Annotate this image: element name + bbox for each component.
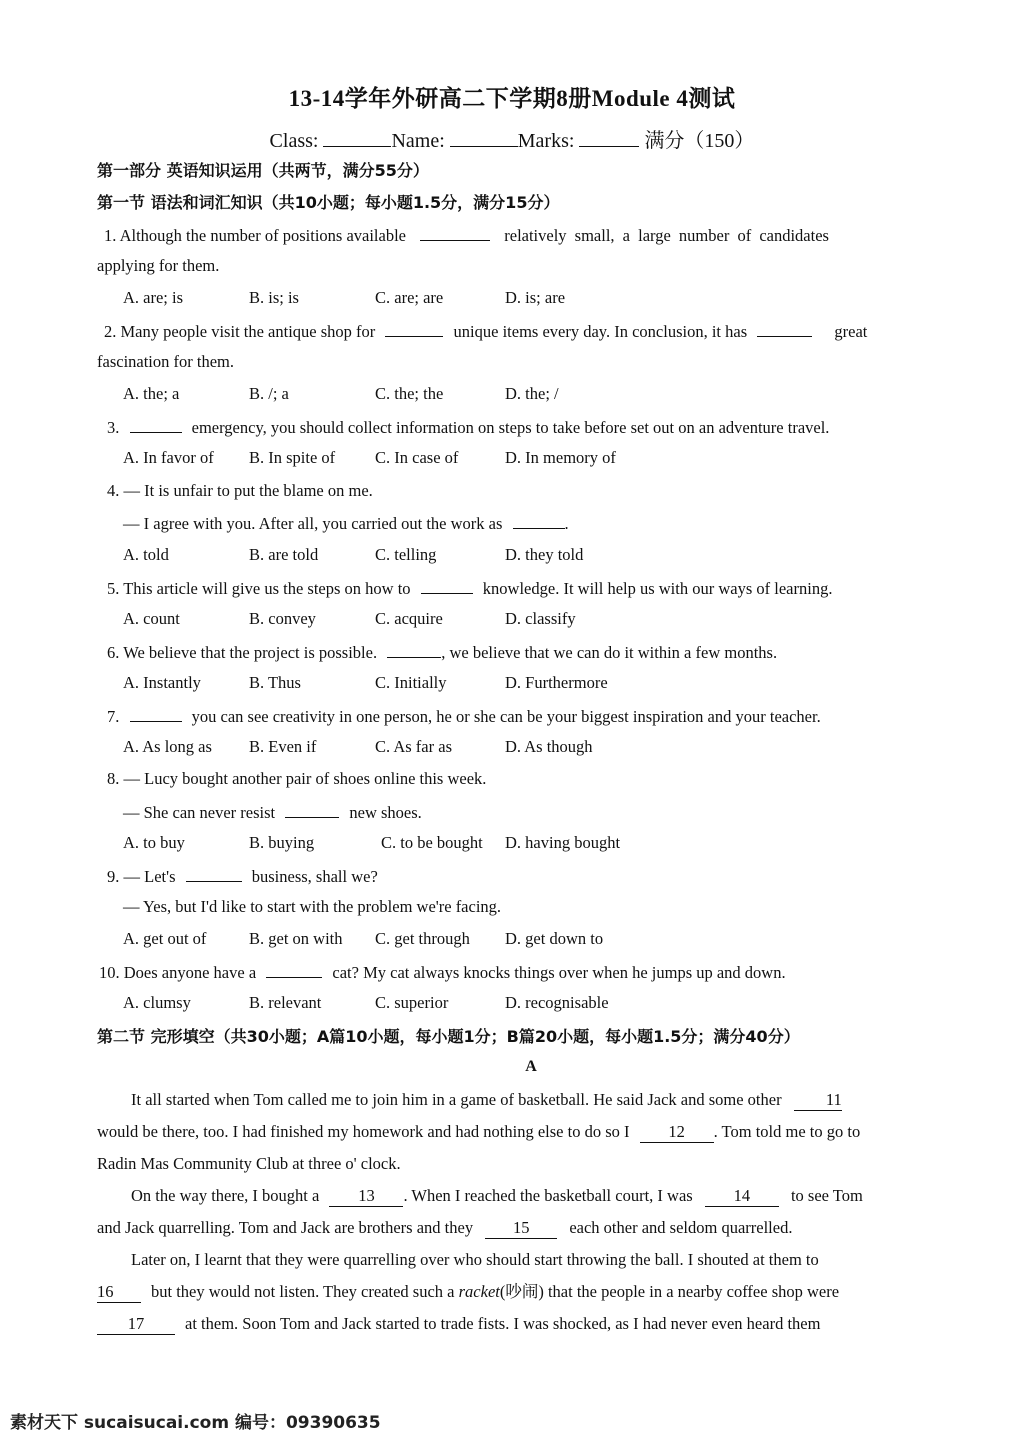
cloze-blank-11: 11 (794, 1090, 842, 1111)
question-text: great (834, 322, 868, 341)
question-text: emergency, you should collect information on steps to take before set out on an adventure travel. (191, 418, 830, 437)
passage-line (131, 1186, 929, 1207)
class-blank (323, 130, 391, 147)
passage-text: at them. Soon Tom and Jack started to trade fists. I was shocked, as I had never even heard them (185, 1314, 821, 1333)
question-1 (104, 224, 929, 246)
option-a: A. clumsy (123, 993, 191, 1012)
question-6 (107, 641, 929, 663)
question-text: 6. We believe that the project is possible. (107, 643, 378, 662)
answer-blank (130, 416, 182, 433)
option-c: C. get through (375, 929, 470, 948)
option-d: D. they told (505, 545, 584, 564)
question-4: 4. — It is unfair to put the blame on me. (107, 481, 373, 500)
marks-blank (579, 130, 639, 147)
page-title: 13-14学年外研高二下学期8册Module 4测试 (288, 86, 736, 111)
student-info-line (0, 124, 1024, 153)
option-c: C. the; the (375, 384, 444, 403)
option-a: A. As long as (123, 737, 212, 756)
option-c: C. are; are (375, 288, 444, 307)
question-text: . (564, 514, 569, 533)
question-7 (107, 705, 929, 727)
question-9-reply: — Yes, but I'd like to start with the problem we're facing. (123, 897, 502, 916)
total-score: 满分（150） (644, 130, 755, 152)
question-8: 8. — Lucy bought another pair of shoes online this week. (107, 769, 487, 788)
option-a: A. to buy (123, 833, 185, 852)
question-text: business, shall we? (251, 867, 378, 886)
option-c: C. superior (375, 993, 449, 1012)
option-a: A. In favor of (123, 448, 214, 467)
passage-text: On the way there, I bought a (131, 1186, 320, 1205)
option-c: C. As far as (375, 737, 452, 756)
question-2 (104, 320, 929, 342)
passage-text: . When I reached the basketball court, I was (403, 1186, 693, 1205)
answer-blank (186, 865, 242, 882)
cloze-blank-12: 12 (640, 1122, 714, 1143)
question-text: 5. This article will give us the steps on how to (107, 579, 411, 598)
question-9 (107, 865, 939, 887)
passage-text: to see Tom (790, 1186, 863, 1205)
option-d: D. is; are (505, 288, 566, 307)
passage-line (131, 1090, 929, 1111)
passage-text: and Jack quarrelling. Tom and Jack are brothers and they (97, 1218, 474, 1237)
question-text: 1. Although the number of positions available (104, 226, 406, 245)
question-text: you can see creativity in one person, he or she can be your biggest inspiration and your teacher. (191, 707, 821, 726)
question-text: 10. Does anyone have a (99, 963, 257, 982)
question-text: 3. (107, 418, 120, 437)
option-b: B. is; is (249, 288, 299, 307)
class-label: Class: (269, 130, 319, 152)
question-3 (107, 416, 929, 438)
option-a: A. Instantly (123, 673, 201, 692)
option-a: A. count (123, 609, 180, 628)
name-blank (450, 130, 518, 147)
option-b: B. are told (249, 545, 319, 564)
option-b: B. get on with (249, 929, 343, 948)
option-b: B. convey (249, 609, 316, 628)
option-d: D. recognisable (505, 993, 609, 1012)
question-text: 7. (107, 707, 120, 726)
option-b: B. Even if (249, 737, 317, 756)
passage-line: Radin Mas Community Club at three o' clock. (97, 1154, 401, 1173)
answer-blank (420, 224, 490, 241)
answer-blank (266, 961, 322, 978)
question-text: — She can never resist (123, 803, 276, 822)
cloze-blank-15: 15 (485, 1218, 557, 1239)
option-c: C. telling (375, 545, 437, 564)
answer-blank (513, 512, 565, 529)
name-label: Name: (391, 130, 445, 152)
answer-blank (387, 641, 441, 658)
section1-heading: 第一节 语法和词汇知识（共10小题；每小题1.5分，满分15分） (97, 193, 560, 212)
part1-heading: 第一部分 英语知识运用（共两节，满分55分） (97, 161, 429, 180)
option-b: B. relevant (249, 993, 322, 1012)
question-2-cont: fascination for them. (97, 352, 234, 371)
answer-blank (757, 320, 812, 337)
question-1-cont: applying for them. (97, 256, 220, 275)
option-a: A. told (123, 545, 169, 564)
question-text: knowledge. It will help us with our ways of learning. (482, 579, 833, 598)
option-d: D. In memory of (505, 448, 616, 467)
option-d: D. get down to (505, 929, 604, 948)
option-b: B. /; a (249, 384, 289, 403)
passage-line (97, 1218, 929, 1239)
question-8-reply (123, 801, 955, 823)
question-text: , we believe that we can do it within a few months. (441, 643, 778, 662)
question-text: new shoes. (349, 803, 422, 822)
marks-label: Marks: (517, 130, 575, 152)
option-c: C. Initially (375, 673, 447, 692)
passage-line (97, 1282, 929, 1303)
option-d: D. the; / (505, 384, 559, 403)
watermark: 素材天下 sucaisucai.com 编号：09390635 (10, 1413, 381, 1433)
answer-blank (130, 705, 182, 722)
passage-line (97, 1314, 929, 1335)
option-a: A. the; a (123, 384, 180, 403)
option-c: C. acquire (375, 609, 443, 628)
cloze-blank-17: 17 (97, 1314, 175, 1335)
cloze-blank-16: 16 (97, 1282, 141, 1303)
answer-blank (385, 320, 443, 337)
passage-text: each other and seldom quarrelled. (569, 1218, 793, 1237)
option-c: C. In case of (375, 448, 459, 467)
option-d: D. As though (505, 737, 593, 756)
question-text: 2. Many people visit the antique shop for (104, 322, 376, 341)
passage-label: A (525, 1058, 537, 1075)
passage-text: would be there, too. I had finished my homework and had nothing else to do so I (97, 1122, 630, 1141)
answer-blank (421, 577, 473, 594)
question-4-reply (123, 512, 955, 534)
question-text: relatively small, a large number of candidates (504, 226, 829, 245)
question-10 (99, 961, 931, 983)
section2-heading: 第二节 完形填空（共30小题；A篇10小题，每小题1分；B篇20小题，每小题1.5分；满分40分） (97, 1027, 800, 1046)
cloze-blank-13: 13 (329, 1186, 403, 1207)
cloze-blank-14: 14 (705, 1186, 779, 1207)
answer-blank (285, 801, 339, 818)
option-a: A. get out of (123, 929, 207, 948)
question-5 (107, 577, 929, 599)
option-d: D. having bought (505, 833, 621, 852)
question-text: — I agree with you. After all, you carried out the work as (123, 514, 503, 533)
option-b: B. buying (249, 833, 315, 852)
passage-text: (吵闹) that the people in a nearby coffee shop were (499, 1282, 840, 1301)
option-d: D. Furthermore (505, 673, 608, 692)
passage-line: Later on, I learnt that they were quarrelling over who should start throwing the ball. I shouted at them to (131, 1250, 819, 1269)
passage-text: . Tom told me to go to (713, 1122, 861, 1141)
passage-text: but they would not listen. They created such a (151, 1282, 455, 1301)
passage-italic-word: racket (458, 1282, 500, 1301)
passage-text: It all started when Tom called me to join him in a game of basketball. He said Jack and some other (131, 1090, 782, 1109)
option-b: B. In spite of (249, 448, 336, 467)
option-b: B. Thus (249, 673, 301, 692)
option-d: D. classify (505, 609, 576, 628)
option-a: A. are; is (123, 288, 184, 307)
option-c: C. to be bought (381, 833, 483, 852)
question-text: 9. — Let's (107, 867, 176, 886)
passage-line (97, 1122, 929, 1143)
question-text: unique items every day. In conclusion, it has (453, 322, 748, 341)
question-text: cat? My cat always knocks things over when he jumps up and down. (332, 963, 786, 982)
